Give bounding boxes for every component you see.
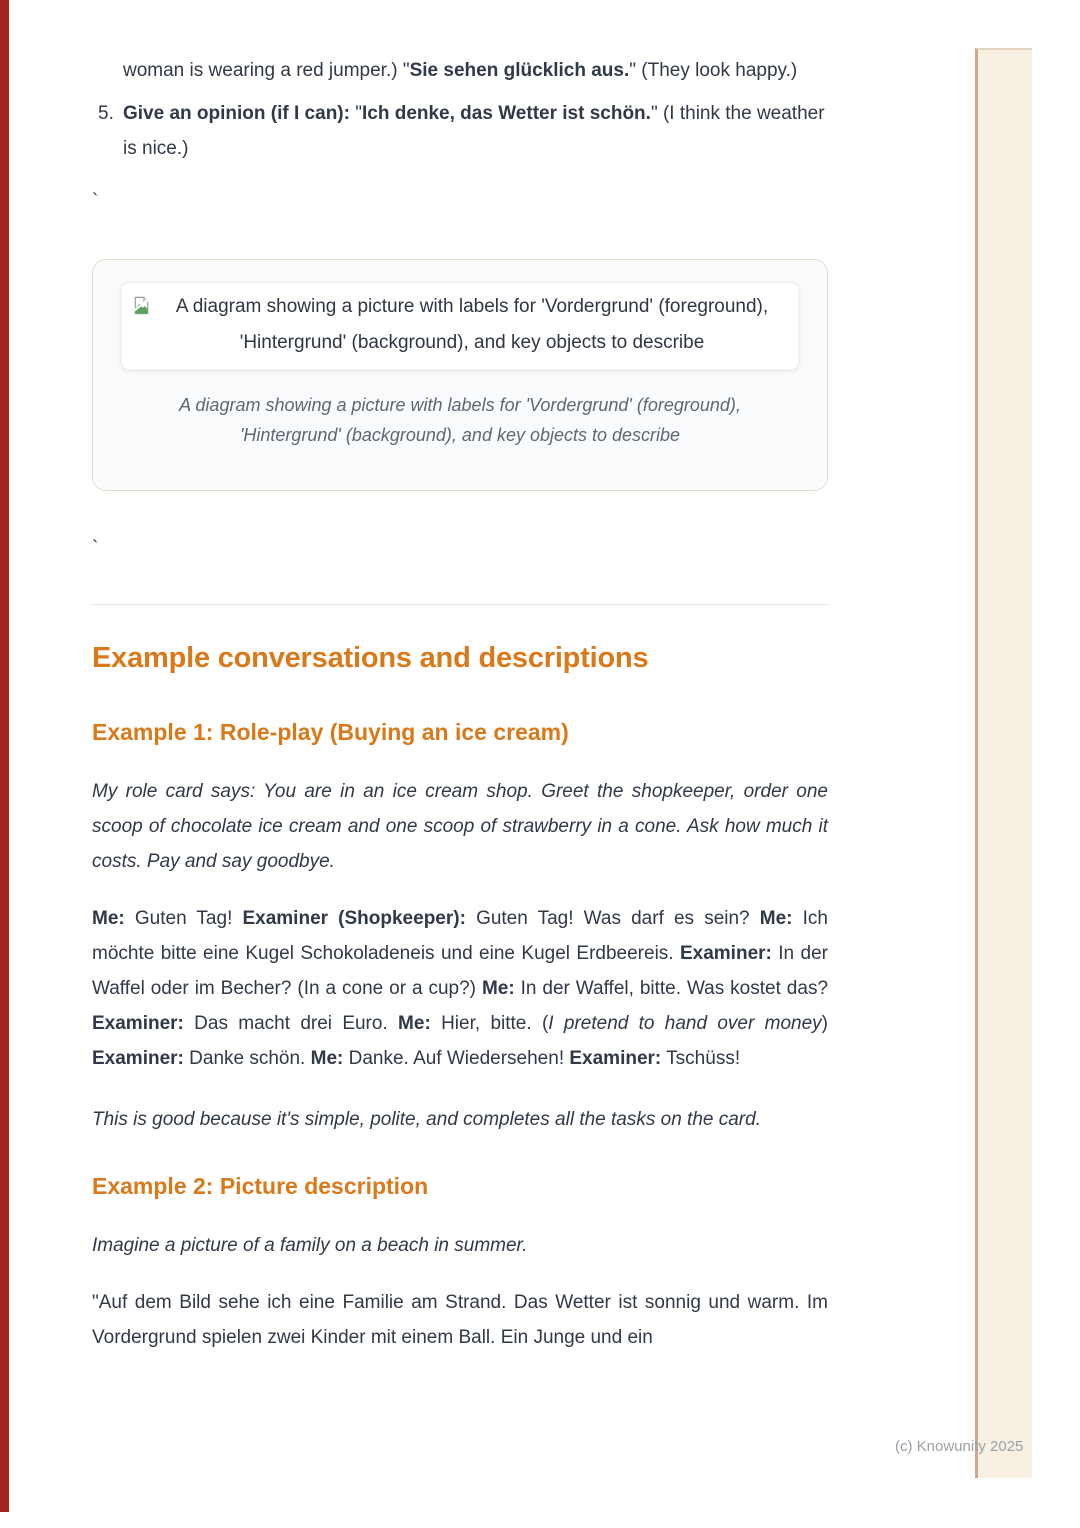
image-alt-text: A diagram showing a picture with labels for 'Vordergrund' (foreground), 'Hintergrund' (background), and key objects to describe [175,296,769,353]
section-divider [92,604,828,605]
stray-backtick-1: ` [92,191,99,212]
list-item-5-text: Give an opinion (if I can): "Ich denke, das Wetter ist schön." (I think the weather is nice.) [123,103,825,159]
dialogue-paragraph: Me: Guten Tag! Examiner (Shopkeeper): Guten Tag! Was darf es sein? Me: Ich möchte bitte eine Kugel Schokoladeneis und eine Kugel Erdbeereis. Examiner: In der Waffel oder im Becher? (In a cone or a cup?) Me: In der Waffel, bitte. Was kostet das? Examiner: Das macht drei Euro. Me: Hier, bitte. (I pretend to hand over money) Examiner: Danke schön. Me: Danke. Auf Wiedersehen! Examiner: Tschüss! [92,908,829,1069]
stray-backtick-2: ` [92,538,99,559]
role-card-paragraph: My role card says: You are in an ice cream shop. Greet the shopkeeper, order one scoop of chocolate ice cream and one scoop of strawberry in a cone. Ask how much it costs. Pay and say goodbye. [92,781,828,872]
figure-caption: A diagram showing a picture with labels for 'Vordergrund' (foreground), 'Hintergrund' (background), and key objects to describe [179,395,741,445]
left-accent-bar [0,0,9,1512]
note-content [92,0,828,1355]
main-section-heading: Example conversations and descriptions [92,642,649,674]
list-item-5 [92,96,828,166]
picture-intro: Imagine a picture of a family on a beach in summer. [92,1235,528,1256]
example-1-heading: Example 1: Role-play (Buying an ice cream) [92,719,569,745]
broken-image-placeholder [121,282,799,370]
broken-image-icon [132,292,151,311]
figure-card [92,259,828,491]
copyright-watermark: (c) Knowunity 2025 [895,1438,1024,1455]
right-margin-strip [975,48,1032,1478]
example-2-heading: Example 2: Picture description [92,1173,429,1199]
picture-description: "Auf dem Bild sehe ich eine Familie am Strand. Das Wetter ist sonnig und warm. Im Vordergrund spielen zwei Kinder mit einem Ball. Ein Junge und ein [92,1292,828,1348]
evaluation-note: This is good because it's simple, polite, and completes all the tasks on the card. [92,1109,761,1130]
list-item-5-number: 5. [98,103,114,124]
numbered-list [92,53,828,166]
list-item-4-continuation: woman is wearing a red jumper.) "Sie sehen glücklich aus." (They look happy.) [123,60,798,81]
